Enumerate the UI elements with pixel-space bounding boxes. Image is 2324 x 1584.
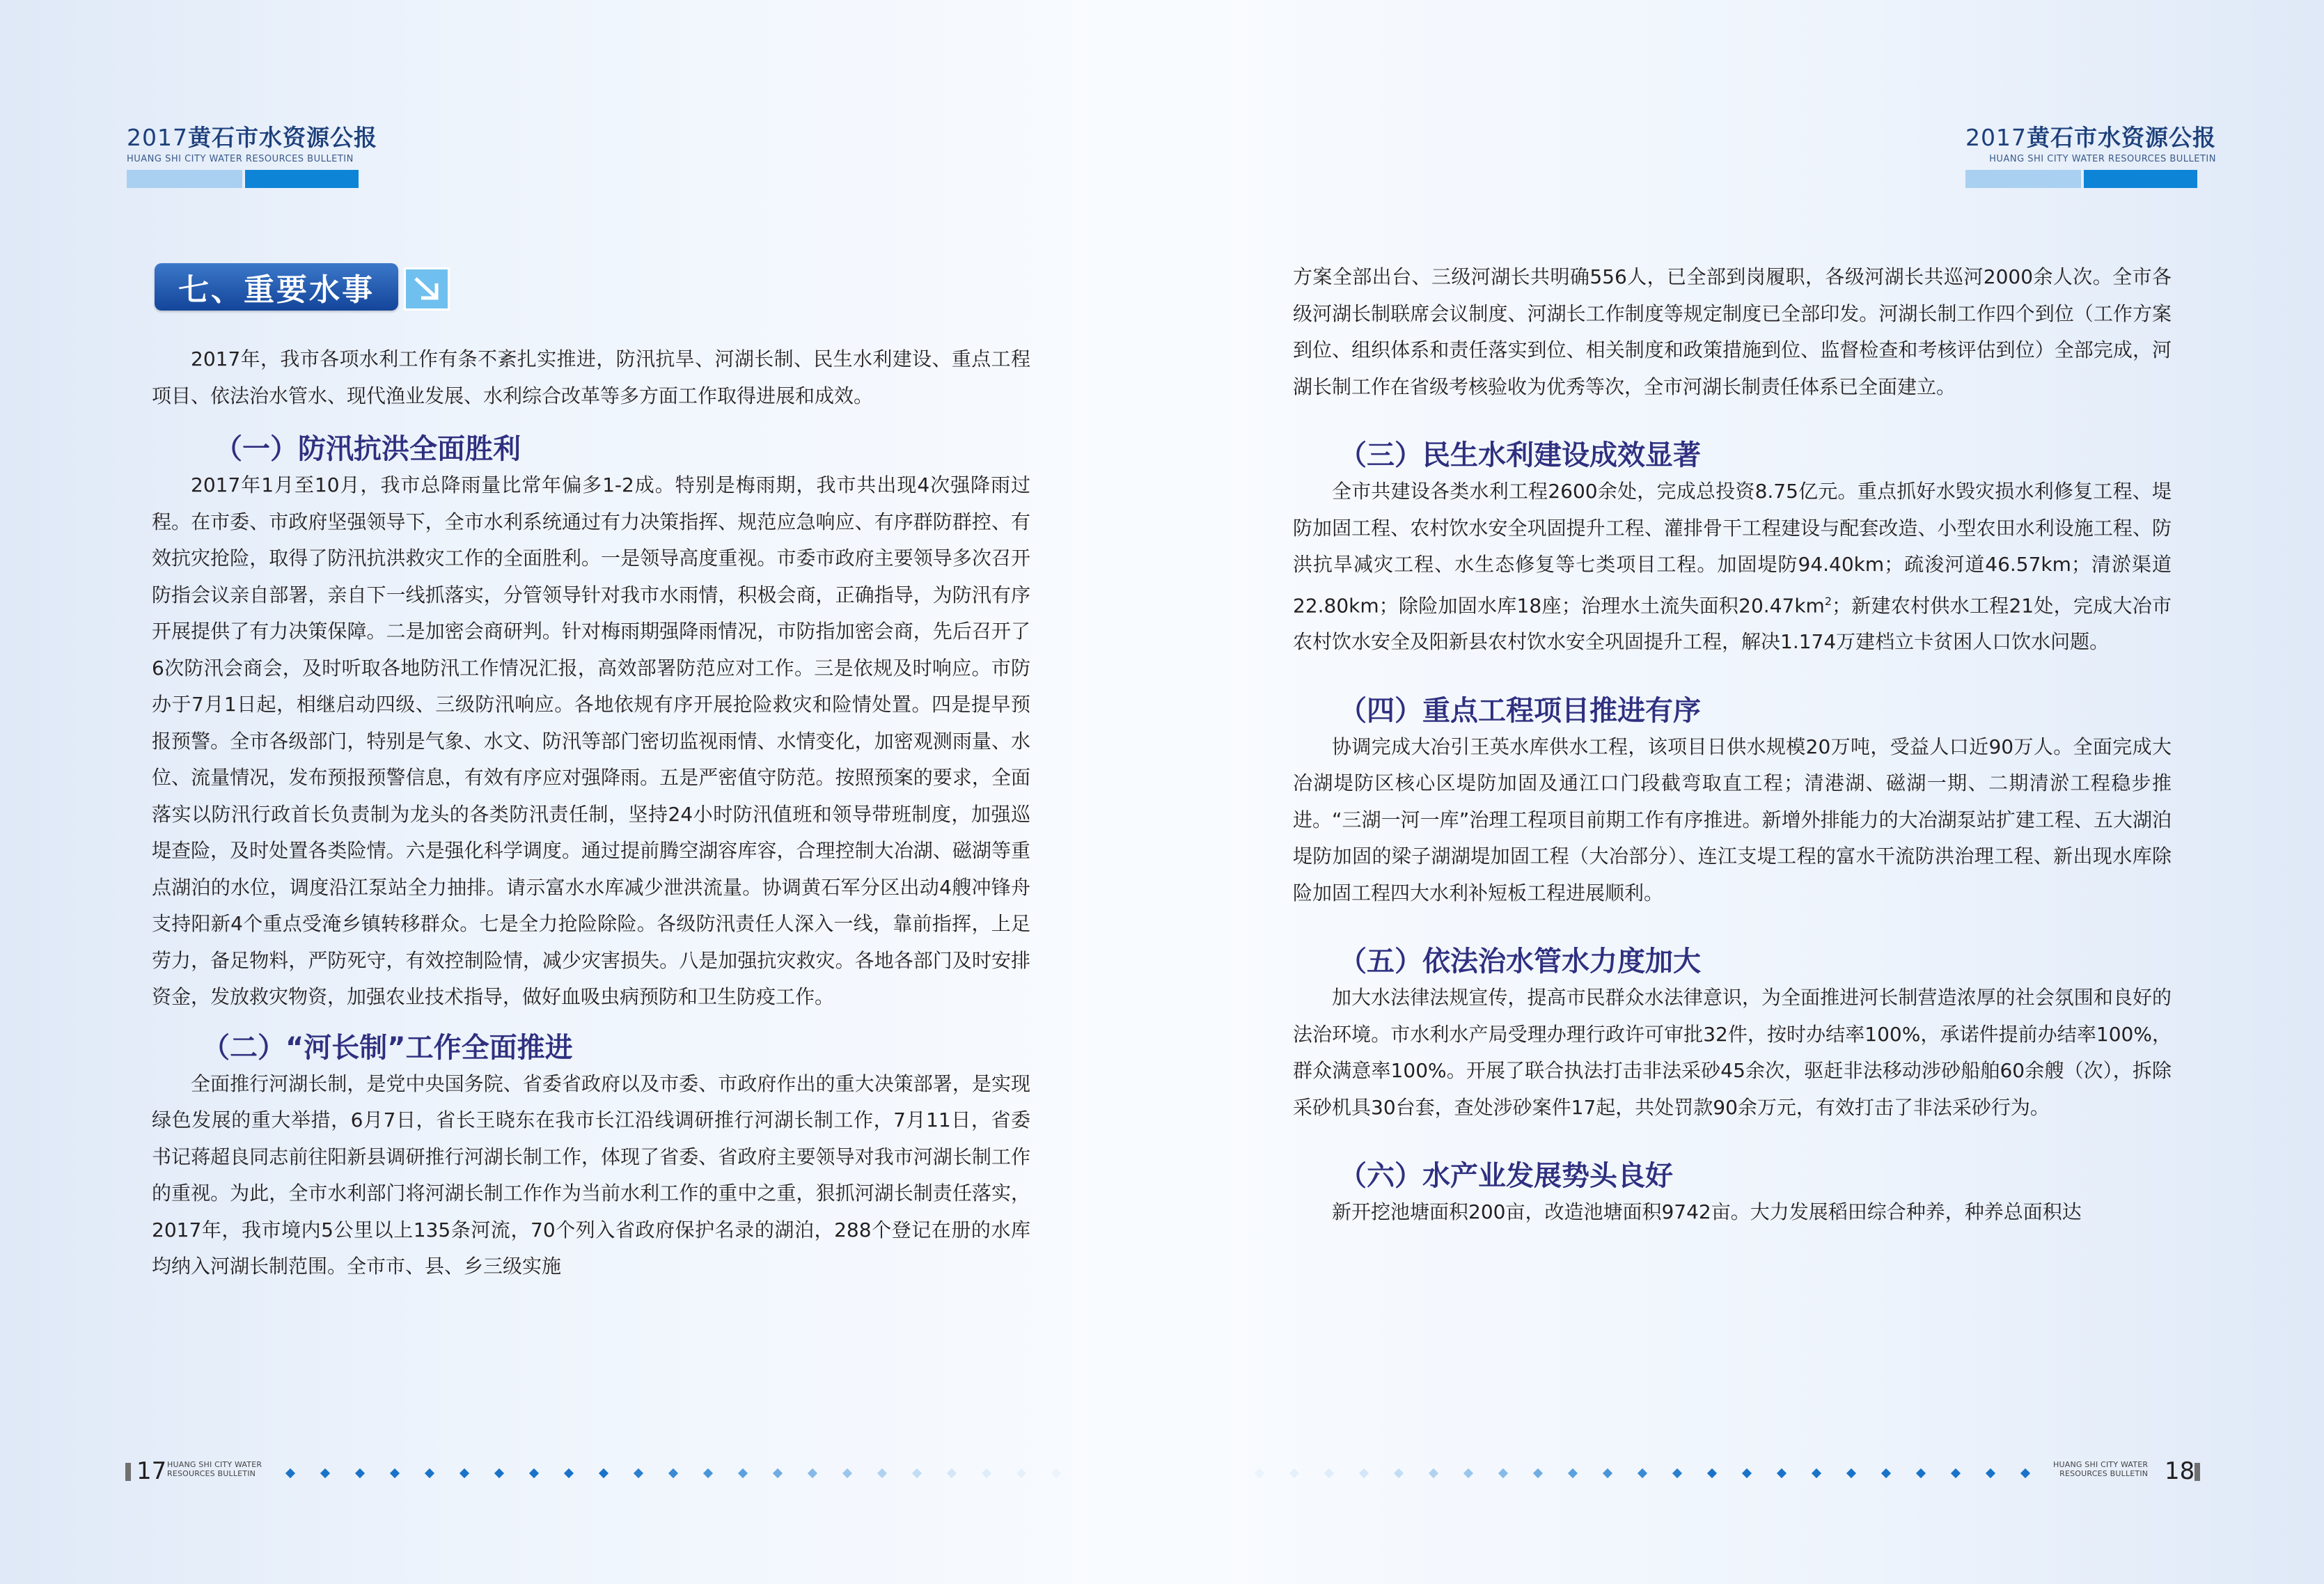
- brand-bar-dark: [245, 170, 359, 188]
- footer-dot: [773, 1468, 783, 1478]
- intro-paragraph: 2017年，我市各项水利工作有条不紊扎实推进，防汛抗旱、河湖长制、民生水利建设、重点工程项目、依法治水管水、现代渔业发展、水利综合改革等多方面工作取得进展和成效。: [152, 347, 1030, 407]
- footer-dot: [912, 1468, 922, 1478]
- footer-dot: [1463, 1468, 1473, 1478]
- footer-dot: [1255, 1468, 1264, 1478]
- footer-dot: [285, 1468, 295, 1478]
- right-page: [1162, 0, 2324, 1584]
- footer-dot: [1051, 1468, 1061, 1478]
- footer-dot: [1846, 1468, 1856, 1478]
- heading-law-enforcement: （五）依法治水管水力度加大: [1339, 946, 1701, 978]
- footer-subtitle: HUANG SHI CITY WATER RESOURCES BULLETIN: [167, 1460, 262, 1478]
- footer-dot: [982, 1468, 991, 1478]
- brand-bar-dark: [2084, 170, 2197, 188]
- footer-dot: [1672, 1468, 1682, 1478]
- footer-dot: [1812, 1468, 1821, 1478]
- bulletin-brand-left: [127, 120, 377, 188]
- footer-dot: [668, 1468, 678, 1478]
- arrow-down-right-icon: [404, 267, 450, 311]
- footer-dot: [634, 1468, 643, 1478]
- footer-dot: [1951, 1468, 1961, 1478]
- footer-dot: [1568, 1468, 1578, 1478]
- footer-dot: [355, 1468, 365, 1478]
- footer-dot: [1986, 1468, 1995, 1478]
- paragraph-key-projects: 协调完成大冶引王英水库供水工程，该项目日供水规模20万吨，受益人口近90万人。全面完成大冶湖堤防区核心区堤防加固及通江口门段截弯取直工程；清港湖、磁湖一期、二期清淤工程稳步推进。“三湖一河一库”治理工程项目前期工作有序推进。新增外排能力的大冶湖泵站扩建工程、五大湖泊堤防加固的梁子湖湖堤加固工程（大冶部分）、连江支堤工程的富水干流防洪治理工程、新出现水库除险加固工程四大水利补短板工程进展顺利。: [1293, 735, 2172, 904]
- footer-dots: [287, 1470, 1060, 1477]
- heading-river-chief: （二）“河长制”工作全面推进: [202, 1031, 573, 1064]
- footer-dot: [1638, 1468, 1647, 1478]
- paragraph-livelihood-water: 全市共建设各类水利工程2600余处，完成总投资8.75亿元。重点抓好水毁灾损水利修复工程、堤防加固工程、农村饮水安全巩固提升工程、灌排骨干工程建设与配套改造、小型农田水利设施工程、防洪抗旱减灾工程、水生态修复等七类项目工程。加固堤防94.40km；疏浚河道46.57km；清淤渠道22.80km；除险加固水库18座；治理水土流失面积$20.47km^2$；新建农村供水工程21处，完成大冶市农村饮水安全及阳新县农村饮水安全巩固提升工程，解决1.174万建档立卡贫困人口饮水问题。: [1293, 480, 2172, 654]
- footer-dot: [703, 1468, 713, 1478]
- footer-dot: [1881, 1468, 1891, 1478]
- footer-dot: [947, 1468, 957, 1478]
- paragraph-flood-control: 2017年1月至10月，我市总降雨量比常年偏多1-2成。特别是梅雨期，我市共出现4次强降雨过程。在市委、市政府坚强领导下，全市水利系统通过有力决策指挥、规范应急响应、有序群防群控、有效抗灾抢险，取得了防汛抗洪救灾工作的全面胜利。一是领导高度重视。市委市政府主要领导多次召开防指会议亲自部署，亲自下一线抓落实，分管领导针对我市水雨情，积极会商，正确指导，为防汛有序开展提供了有力决策保障。二是加密会商研判。针对梅雨期强降雨情况，市防指加密会商，先后召开了6次防汛会商会，及时听取各地防汛工作情况汇报，高效部署防范应对工作。三是依规及时响应。市防办于7月1日起，相继启动四级、三级防汛响应。各地依规有序开展抢险救灾和险情处置。四是提早预报预警。全市各级部门，特别是气象、水文、防汛等部门密切监视雨情、水情变化，加密观测雨量、水位、流量情况，发布预报预警信息，有效有序应对强降雨。五是严密值守防范。按照预案的要求，全面落实以防汛行政首长负责制为龙头的各类防汛责任制，坚持24小时防汛值班和领导带班制度，加强巡堤查险，及时处置各类险情。六是强化科学调度。通过提前腾空湖容库容，合理控制大冶湖、磁湖等重点湖泊的水位，调度沿江泵站全力抽排。请示富水水库减少泄洪流量。协调黄石军分区出动4艘冲锋舟支持阳新4个重点受淹乡镇转移群众。七是全力抢险除险。各级防汛责任人深入一线，靠前指挥，上足劳力，备足物料，严防死守，有效控制险情，减少灾害损失。八是加强抗灾救灾。各地各部门及时安排资金，发放救灾物资，加强农业技术指导，做好血吸虫病预防和卫生防疫工作。: [152, 473, 1030, 1008]
- footer-bar: [125, 1463, 131, 1481]
- footer-dot: [1289, 1468, 1299, 1478]
- footer-dot: [1603, 1468, 1612, 1478]
- footer-dot: [2020, 1468, 2030, 1478]
- bulletin-title: 2017黄石市水资源公报: [1965, 124, 2216, 151]
- footer-dot: [1016, 1468, 1026, 1478]
- heading-key-projects: （四）重点工程项目推进有序: [1339, 694, 1701, 727]
- footer-dot: [320, 1468, 330, 1478]
- section-title: 七、重要水事: [155, 263, 398, 311]
- footer-dot: [1498, 1468, 1508, 1478]
- brand-bar-light: [127, 170, 242, 188]
- footer-dot: [390, 1468, 400, 1478]
- footer-dot: [1707, 1468, 1717, 1478]
- brand-bars: [127, 170, 377, 188]
- footer-dot: [1359, 1468, 1369, 1478]
- footer-dot: [1394, 1468, 1404, 1478]
- footer-dot: [738, 1468, 748, 1478]
- footer-dot: [1324, 1468, 1334, 1478]
- page-number: 18: [2165, 1457, 2195, 1485]
- footer-dot: [494, 1468, 504, 1478]
- paragraph-aquaculture: 新开挖池塘面积200亩，改造池塘面积9742亩。大力发展稻田综合种养，种养总面积达: [1332, 1200, 2082, 1224]
- heading-flood-control: （一）防汛抗洪全面胜利: [214, 433, 521, 465]
- bulletin-subtitle: HUANG SHI CITY WATER RESOURCES BULLETIN: [127, 154, 354, 164]
- paragraph-law-enforcement: 加大水法律法规宣传，提高市民群众水法律意识，为全面推进河长制营造浓厚的社会氛围和良好的法治环境。市水利水产局受理办理行政许可审批32件，按时办结率100%，承诺件提前办结率100%，群众满意率100%。开展了联合执法打击非法采砂45余次，驱赶非法移动涉砂船舶60余艘（次），拆除采砂机具30台套，查处涉砂案件17起，共处罚款90余万元，有效打击了非法采砂行为。: [1293, 986, 2172, 1119]
- brand-bar-light: [1965, 170, 2081, 188]
- footer-dot: [460, 1468, 469, 1478]
- footer-bar: [2195, 1463, 2200, 1481]
- right-column: [1293, 259, 2172, 1231]
- heading-aquaculture: （六）水产业发展势头良好: [1339, 1160, 1673, 1193]
- footer-dot: [529, 1468, 539, 1478]
- bulletin-brand-right: [1965, 120, 2216, 188]
- footer-dot: [1777, 1468, 1787, 1478]
- footer-dot: [1916, 1468, 1926, 1478]
- paragraph-river-chief: 全面推行河湖长制，是党中央国务院、省委省政府以及市委、市政府作出的重大决策部署，是实现绿色发展的重大举措，6月7日，省长王晓东在我市长江沿线调研推行河湖长制工作，7月11日，省委书记蒋超良同志前往阳新县调研推行河湖长制工作，体现了省委、省政府主要领导对我市河湖长制工作的重视。为此，全市水利部门将河湖长制工作作为当前水利工作的重中之重，狠抓河湖长制责任落实，2017年，我市境内5公里以上135条河流，70个列入省政府保护名录的湖泊，288个登记在册的水库均纳入河湖长制范围。全市市、县、乡三级实施: [152, 1072, 1030, 1278]
- footer-dot: [599, 1468, 609, 1478]
- left-column: [152, 341, 1030, 1285]
- paragraph-river-chief-continued: 方案全部出台、三级河湖长共明确556人，已全部到岗履职，各级河湖长共巡河2000余人次。全市各级河湖长制联席会议制度、河湖长工作制度等规定制度已全部印发。河湖长制工作四个到位（工作方案到位、组织体系和责任落实到位、相关制度和政策措施到位、监督检查和考核评估到位）全部完成，河湖长制工作在省级考核验收为优秀等次，全市河湖长制责任体系已全面建立。: [1293, 265, 2172, 398]
- footer-dot: [808, 1468, 817, 1478]
- page-number: 17: [136, 1457, 167, 1485]
- bulletin-subtitle: HUANG SHI CITY WATER RESOURCES BULLETIN: [1989, 154, 2216, 164]
- footer-dot: [877, 1468, 887, 1478]
- footer-dot: [1429, 1468, 1438, 1478]
- brand-bars: [1965, 170, 2216, 188]
- footer-subtitle: HUANG SHI CITY WATER RESOURCES BULLETIN: [2053, 1460, 2149, 1478]
- heading-livelihood-water: （三）民生水利建设成效显著: [1339, 439, 1701, 471]
- footer-dot: [564, 1468, 574, 1478]
- footer-dot: [842, 1468, 852, 1478]
- footer-dot: [1742, 1468, 1752, 1478]
- footer-dot: [1533, 1468, 1543, 1478]
- footer-dot: [425, 1468, 434, 1478]
- footer-dots: [1256, 1470, 2029, 1477]
- bulletin-title: 2017黄石市水资源公报: [127, 124, 377, 151]
